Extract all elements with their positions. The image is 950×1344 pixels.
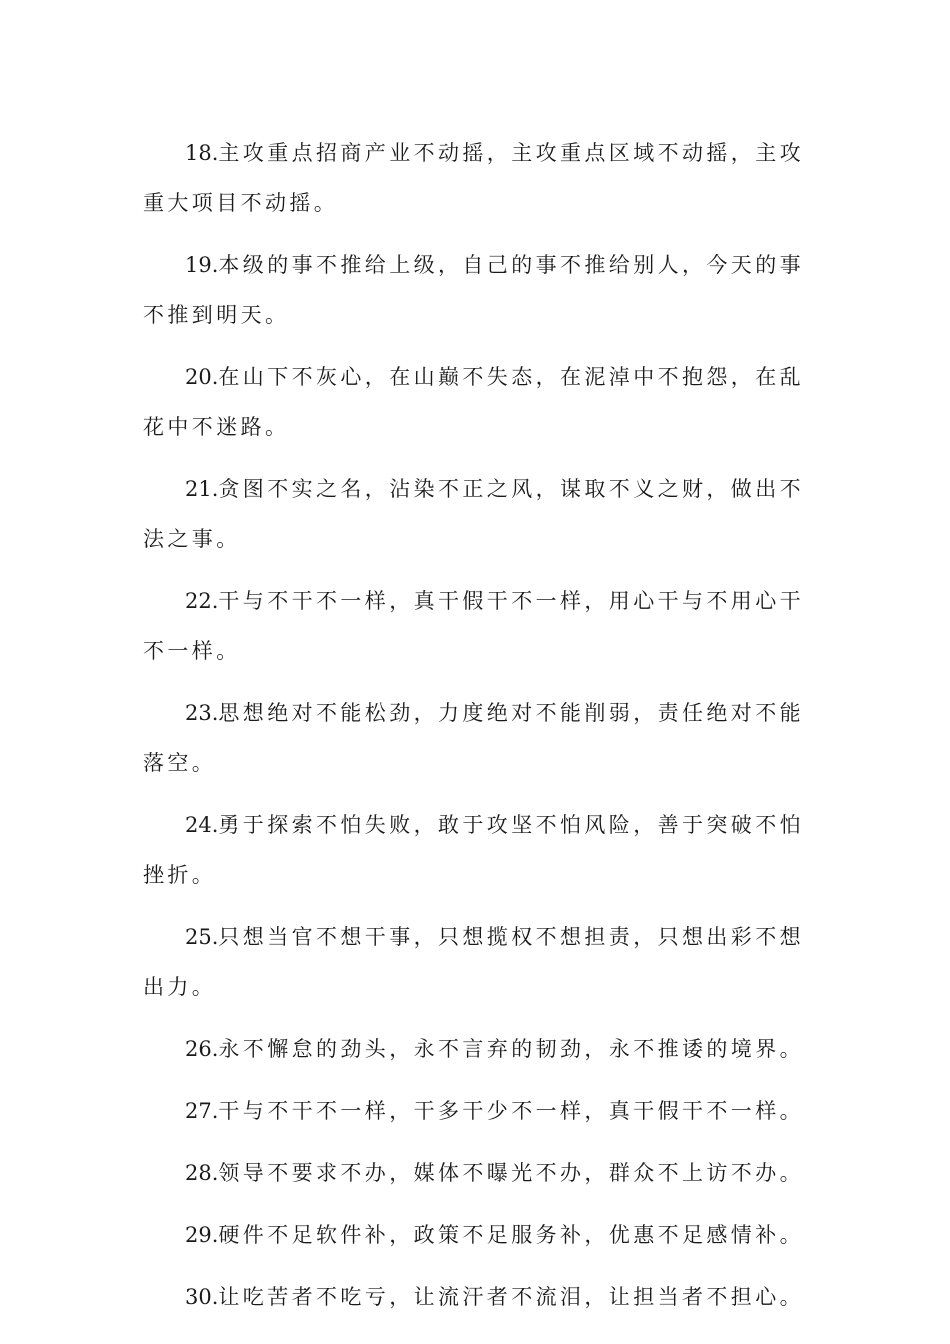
list-item bbox=[143, 912, 811, 1012]
item-text: 本级的事不推给上级，自己的事不推给别人，今天的事不推到明天。 bbox=[143, 253, 805, 327]
list-item bbox=[143, 688, 811, 788]
list-item bbox=[143, 128, 811, 228]
item-text: 主攻重点招商产业不动摇，主攻重点区域不动摇，主攻重大项目不动摇。 bbox=[143, 141, 805, 215]
item-text: 干与不干不一样，真干假干不一样，用心干与不用心干不一样。 bbox=[143, 589, 805, 663]
item-text: 只想当官不想干事，只想揽权不想担责，只想出彩不想出力。 bbox=[143, 925, 805, 999]
item-number: 20. bbox=[185, 365, 219, 389]
list-item bbox=[143, 800, 811, 900]
item-number: 24. bbox=[185, 813, 219, 837]
list-item bbox=[143, 1024, 811, 1074]
item-number: 30. bbox=[185, 1285, 219, 1309]
item-text: 在山下不灰心，在山巅不失态，在泥淖中不抱怨，在乱花中不迷路。 bbox=[143, 365, 805, 439]
list-item bbox=[143, 352, 811, 452]
item-text: 干与不干不一样，干多干少不一样，真干假干不一样。 bbox=[218, 1099, 805, 1123]
item-number: 18. bbox=[185, 141, 219, 165]
item-number: 28. bbox=[185, 1161, 219, 1185]
document-body bbox=[143, 128, 811, 1334]
item-number: 25. bbox=[185, 925, 219, 949]
item-number: 23. bbox=[185, 701, 219, 725]
item-number: 22. bbox=[185, 589, 219, 613]
list-item bbox=[143, 1148, 811, 1198]
item-text: 贪图不实之名，沾染不正之风，谋取不义之财，做出不法之事。 bbox=[143, 477, 805, 551]
item-text: 让吃苦者不吃亏，让流汗者不流泪，让担当者不担心。 bbox=[218, 1285, 805, 1309]
list-item bbox=[143, 1086, 811, 1136]
list-item bbox=[143, 240, 811, 340]
item-text: 永不懈怠的劲头，永不言弃的韧劲，永不推诿的境界。 bbox=[218, 1037, 805, 1061]
item-number: 27. bbox=[185, 1099, 219, 1123]
item-text: 硬件不足软件补，政策不足服务补，优惠不足感情补。 bbox=[218, 1223, 805, 1247]
item-number: 19. bbox=[185, 253, 219, 277]
item-text: 领导不要求不办，媒体不曝光不办，群众不上访不办。 bbox=[218, 1161, 805, 1185]
list-item bbox=[143, 1272, 811, 1322]
item-number: 21. bbox=[185, 477, 219, 501]
item-text: 勇于探索不怕失败，敢于攻坚不怕风险，善于突破不怕挫折。 bbox=[143, 813, 805, 887]
list-item bbox=[143, 1210, 811, 1260]
item-text: 思想绝对不能松劲，力度绝对不能削弱，责任绝对不能落空。 bbox=[143, 701, 805, 775]
item-number: 29. bbox=[185, 1223, 219, 1247]
list-item bbox=[143, 576, 811, 676]
list-item bbox=[143, 464, 811, 564]
item-number: 26. bbox=[185, 1037, 219, 1061]
